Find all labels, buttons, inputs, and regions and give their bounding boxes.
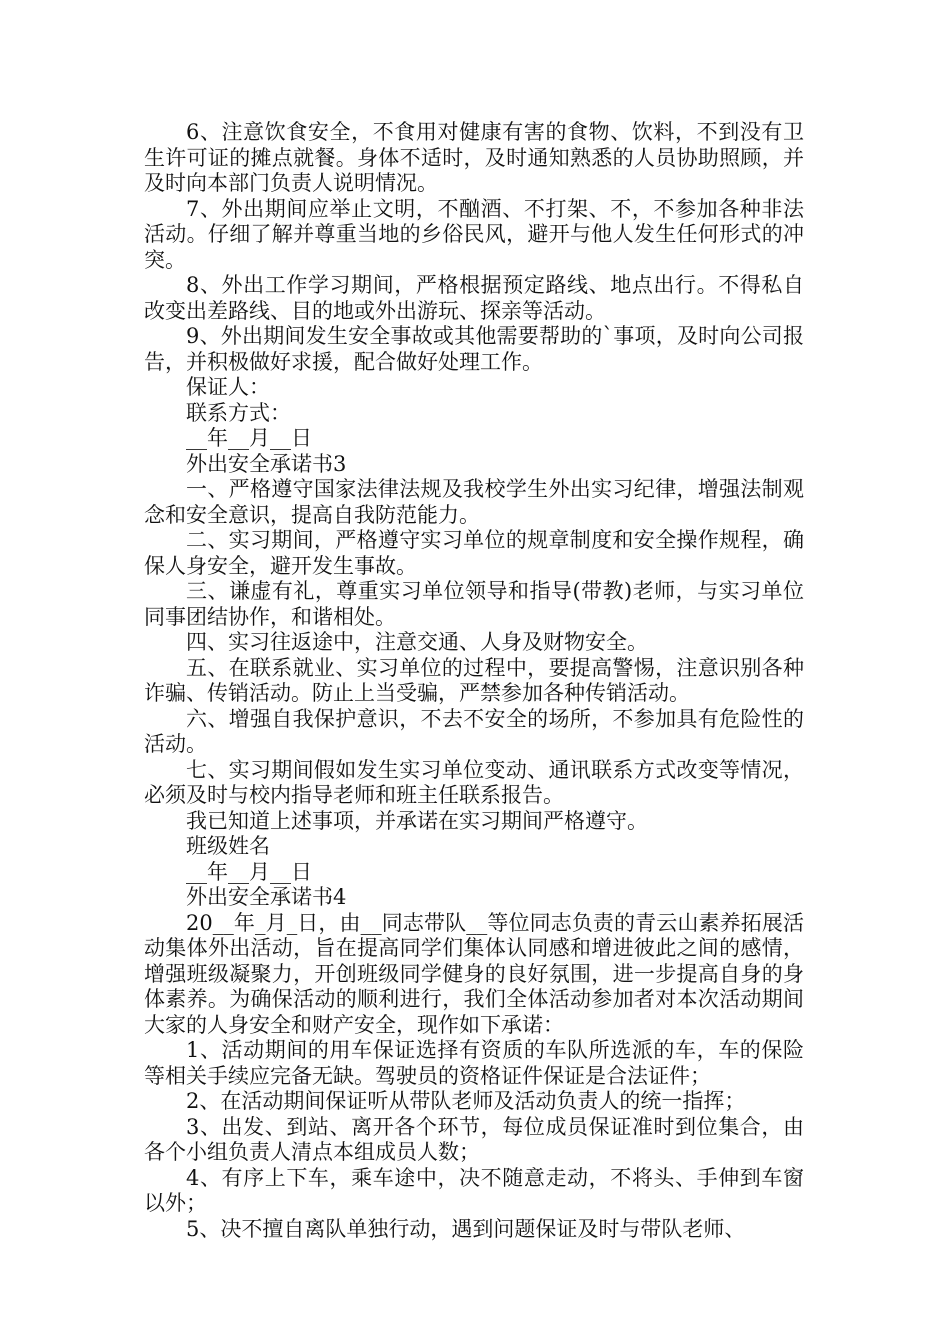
paragraph-item-1-law: 一、严格遵守国家法律法规及我校学生外出实习纪律，增强法制观念和安全意识，提高自我防范能力。: [144, 477, 804, 527]
date-line: __年__月__日: [186, 426, 312, 450]
paragraph-item-8-travel-route: 8、外出工作学习期间，严格根据预定路线、地点出行。不得私自改变出差路线、目的地或外出游玩、探亲等活动。: [144, 273, 804, 323]
paragraph-item-4-commute: 四、实习往返途中，注意交通、人身及财物安全。: [186, 630, 648, 654]
class-name-label: 班级姓名: [186, 834, 270, 858]
paragraph-item-2-rules: 二、实习期间，严格遵守实习单位的规章制度和安全操作规程，确保人身安全，避开发生事故。: [144, 528, 804, 578]
paragraph-item-9-accident-report: 9、外出期间发生安全事故或其他需要帮助的`事项，及时向公司报告，并积极做好求援，配合做好处理工作。: [144, 324, 804, 374]
paragraph-item-2-command: 2、在活动期间保证听从带队老师及活动负责人的统一指挥；: [186, 1089, 746, 1113]
section-title-4: 外出安全承诺书4: [186, 885, 347, 909]
paragraph-item-6-food-safety: 6、注意饮食安全，不食用对健康有害的食物、饮料，不到没有卫生许可证的摊点就餐。身体不适时，及时通知熟悉的人员协助照顾，并及时向本部门负责人说明情况。: [144, 120, 804, 195]
paragraph-item-1-vehicle: 1、活动期间的用车保证选择有资质的车队所选派的车，车的保险等相关手续应完备无缺。驾驶员的资格证件保证是合法证件；: [144, 1038, 804, 1088]
document-body: [144, 120, 804, 1242]
paragraph-item-3-respect: 三、谦虚有礼，尊重实习单位领导和指导(带教)老师，与实习单位同事团结协作，和谐相处。: [144, 579, 804, 629]
paragraph-item-5-group: 5、决不擅自离队单独行动，遇到问题保证及时与带队老师、: [186, 1216, 746, 1241]
date-line: __年__月__日: [186, 859, 312, 884]
paragraph-item-5-fraud: 五、在联系就业、实习单位的过程中，要提高警惕，注意识别各种诈骗、传销活动。防止上当受骗，严禁参加各种传销活动。: [144, 655, 804, 705]
contact-label: 联系方式：: [186, 400, 291, 425]
paragraph-item-6-self-protection: 六、增强自我保护意识，不去不安全的场所，不参加具有危险性的活动。: [144, 706, 804, 756]
paragraph-acknowledgement: 我已知道上述事项，并承诺在实习期间严格遵守。: [186, 808, 648, 833]
paragraph-item-7-civilized-conduct: 7、外出期间应举止文明，不酗酒、不打架、不，不参加各种非法活动。仔细了解并尊重当地的乡俗民风，避开与他人发生任何形式的冲突。: [144, 196, 804, 272]
section-title-3: 外出安全承诺书3: [186, 451, 347, 476]
paragraph-item-3-assembly: 3、出发、到站、离开各个环节，每位成员保证准时到位集合，由各个小组负责人清点本组成员人数；: [144, 1114, 804, 1164]
paragraph-item-7-changes: 七、实习期间假如发生实习单位变动、通讯联系方式改变等情况，必须及时与校内指导老师和班主任联系报告。: [144, 757, 804, 807]
paragraph-intro: 20__年_月_日，由__同志带队__等位同志负责的青云山素养拓展活动集体外出活动，旨在提高同学们集体认同感和增进彼此之间的感情，增强班级凝聚力，开创班级同学健身的良好氛围，进一步提高自身的身体素养。为确保活动的顺利进行，我们全体活动参加者对本次活动期间大家的人身安全和财产安全，现作如下承诺：: [144, 910, 804, 1037]
guarantor-label: 保证人：: [186, 375, 270, 399]
paragraph-item-4-boarding: 4、有序上下车，乘车途中，决不随意走动，不将头、手伸到车窗以外；: [144, 1165, 804, 1215]
